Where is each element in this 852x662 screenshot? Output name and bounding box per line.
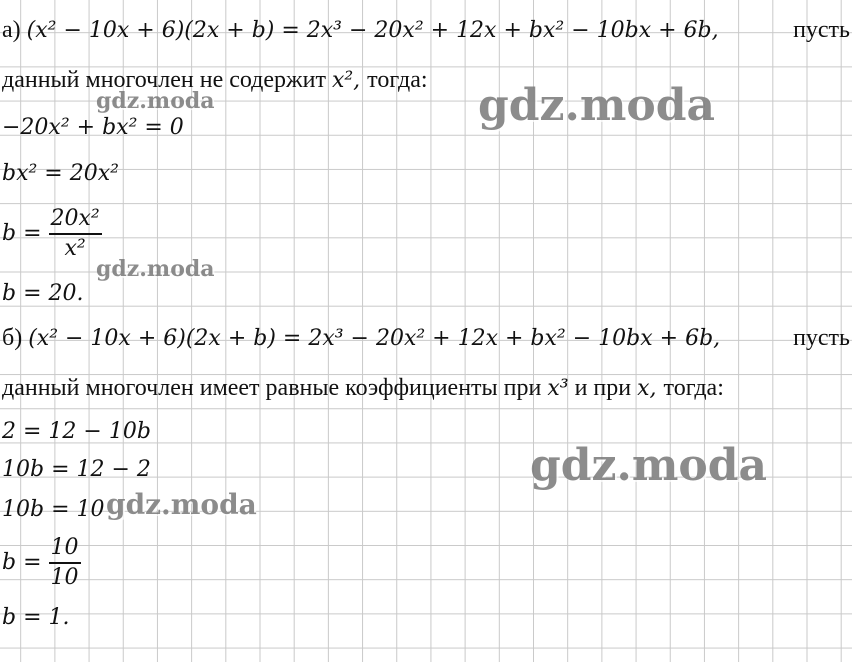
part-b-eq-3: 10b = 10 [2,497,105,522]
part-a-eq-2: bx² = 20x² [2,161,119,186]
part-b-eq-1: 2 = 12 − 10b [2,419,151,444]
part-a-condition-math: x², [331,68,368,93]
part-b-line-1 [2,324,720,353]
part-b-tail: пусть [793,325,850,351]
part-b-fraction-denominator: 10 [50,565,79,590]
part-b-fraction-numerator: 10 [49,534,81,564]
part-a-eq-3-lhs: b = [2,221,42,246]
part-a-eq-1: −20x² + bx² = 0 [2,115,184,140]
part-a-fraction-denominator: x² [64,236,86,261]
part-a-condition-text: данный многочлен не содержит [2,67,326,93]
part-a-expression: (x² − 10x + 6)(2x + b) = 2x³ − 20x² + 12x + bx² − 10bx + 6b, [26,18,719,43]
part-a-label: а) [2,17,21,43]
watermark: gdz.moda [478,80,716,131]
part-b-eq-2: 10b = 12 − 2 [2,457,151,482]
part-a-eq-4: b = 20. [2,281,84,306]
watermark: gdz.moda [530,440,768,491]
part-a-fraction-numerator: 20x² [49,205,102,235]
part-b-condition-math-2: x, [637,376,664,401]
part-b-condition-tail: тогда: [663,375,724,401]
part-a-fraction [49,205,102,263]
part-b-eq-5: b = 1. [2,605,70,630]
part-b-condition-math-1: x³ [547,376,569,401]
part-b-eq-4 [2,534,81,592]
part-a-eq-3 [2,205,102,263]
part-b-fraction [49,534,81,592]
part-b-expression: (x² − 10x + 6)(2x + b) = 2x³ − 20x² + 12x + bx² − 10bx + 6b, [28,326,721,351]
part-a-line-1 [2,16,719,45]
part-b-condition-mid: и при [568,375,638,401]
part-a-condition-tail: тогда: [367,67,428,93]
watermark: gdz.moda [106,488,257,521]
watermark: gdz.moda [96,256,215,282]
watermark: gdz.moda [96,88,215,114]
part-b-eq-4-lhs: b = [2,550,42,575]
part-a-tail: пусть [793,17,850,43]
part-b-line-2 [2,374,724,403]
part-b-condition-text: данный многочлен имеет равные коэффициенты при [2,375,542,401]
part-b-label: б) [2,325,23,351]
